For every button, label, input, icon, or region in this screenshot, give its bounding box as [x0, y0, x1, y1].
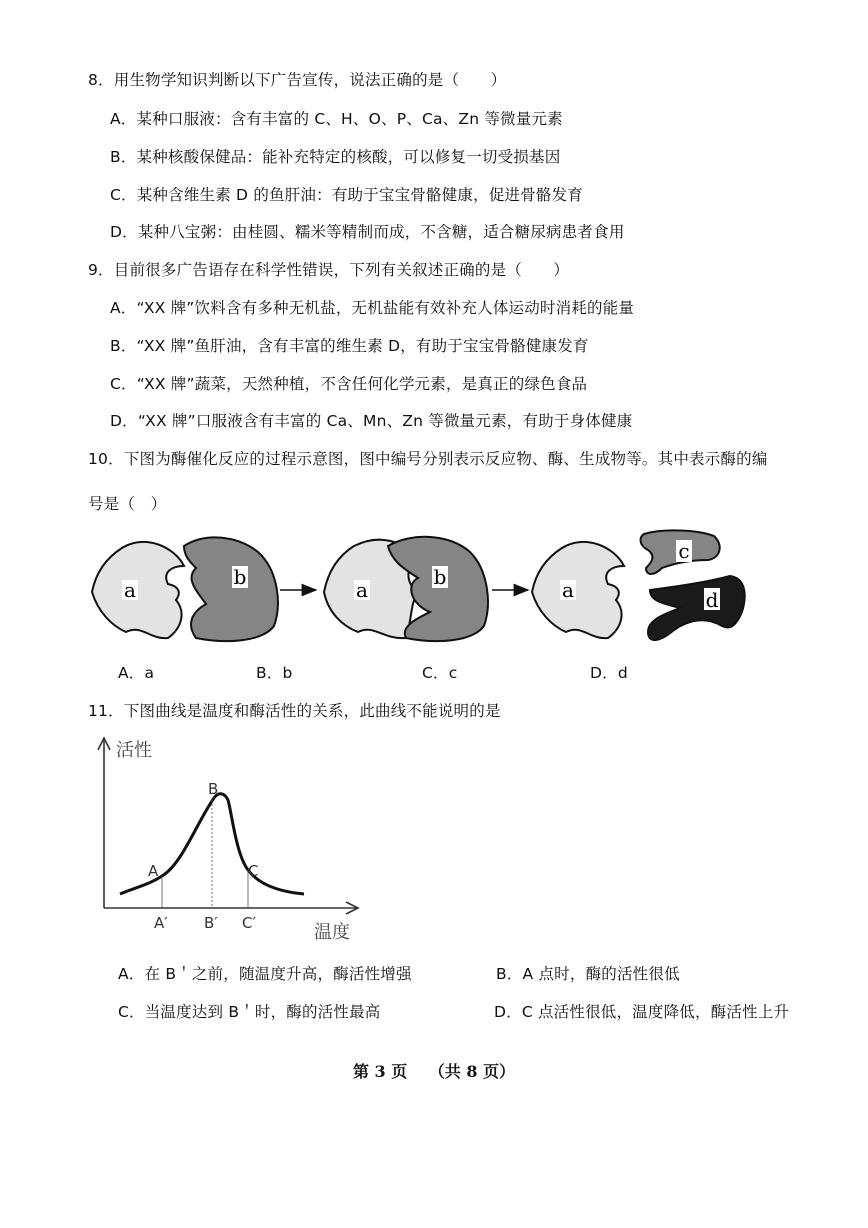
q10-option-a: A．a [118, 664, 155, 682]
point-c-label: C [248, 862, 259, 880]
q11-option-b: B．A 点时，酶的活性很低 [496, 965, 680, 983]
point-b-label: B [208, 780, 219, 798]
q9-option-a: A．“XX 牌”饮料含有多种无机盐，无机盐能有效补充人体运动时消耗的能量 [110, 299, 635, 317]
q11-option-c: C．当温度达到 B＇时，酶的活性最高 [118, 1003, 381, 1021]
label-d: d [705, 588, 719, 612]
q8-option-a: A．某种口服液：含有丰富的 C、H、O、P、Ca、Zn 等微量元素 [110, 110, 563, 128]
point-a-label: A [148, 862, 159, 880]
enzyme-reaction-diagram [88, 528, 758, 652]
q9-option-c: C．“XX 牌”蔬菜，天然种植，不含任何化学元素，是真正的绿色食品 [110, 375, 588, 393]
stage-3-label-a: a [562, 578, 574, 602]
q10-stem-line1: 10．下图为酶催化反应的过程示意图，图中编号分别表示反应物、酶、生成物等。其中表示酶的编 [88, 450, 768, 468]
stage-1-label-b: b [233, 565, 247, 589]
q9-option-d: D．“XX 牌”口服液含有丰富的 Ca、Mn、Zn 等微量元素，有助于身体健康 [110, 412, 633, 430]
q8-option-c: C．某种含维生素 D 的鱼肝油：有助于宝宝骨骼健康，促进骨骼发育 [110, 186, 584, 204]
product-d [648, 576, 745, 640]
q9-option-b: B．“XX 牌”鱼肝油，含有丰富的维生素 D，有助于宝宝骨骼健康发育 [110, 337, 589, 355]
q10-stem-line2: 号是（ ） [88, 495, 167, 513]
tick-b-label: B′ [204, 914, 218, 932]
q9-stem: 9．目前很多广告语存在科学性错误，下列有关叙述正确的是（ ） [88, 261, 570, 279]
q8-stem: 8．用生物学知识判断以下广告宣传，说法正确的是（ ） [88, 71, 507, 89]
q11-option-d: D．C 点活性很低，温度降低，酶活性上升 [494, 1003, 790, 1021]
label-c: c [678, 539, 690, 563]
q10-option-c: C．c [422, 664, 458, 682]
stage-1-label-a: a [124, 578, 136, 602]
q10-option-b: B．b [256, 664, 293, 682]
page-footer: 第 3 页 （共 8 页） [352, 1062, 516, 1081]
q11-option-a: A．在 B＇之前，随温度升高，酶活性增强 [118, 965, 412, 983]
q8-option-d: D．某种八宝粥：由桂圆、糯米等精制而成，不含糖，适合糖尿病患者食用 [110, 223, 625, 241]
tick-a-label: A′ [154, 914, 168, 932]
stage-2-label-a: a [356, 578, 368, 602]
temperature-activity-graph [92, 734, 368, 944]
y-axis-label: 活性 [116, 740, 152, 761]
stage-1-enzyme-b [184, 537, 278, 641]
x-axis-label: 温度 [314, 922, 350, 943]
q10-option-d: D．d [590, 664, 628, 682]
stage-2-label-b: b [433, 565, 447, 589]
q11-stem: 11．下图曲线是温度和酶活性的关系，此曲线不能说明的是 [88, 702, 501, 720]
tick-c-label: C′ [242, 914, 256, 932]
q8-option-b: B．某种核酸保健品：能补充特定的核酸，可以修复一切受损基因 [110, 148, 561, 166]
stage-3-substrate-a [532, 542, 624, 638]
